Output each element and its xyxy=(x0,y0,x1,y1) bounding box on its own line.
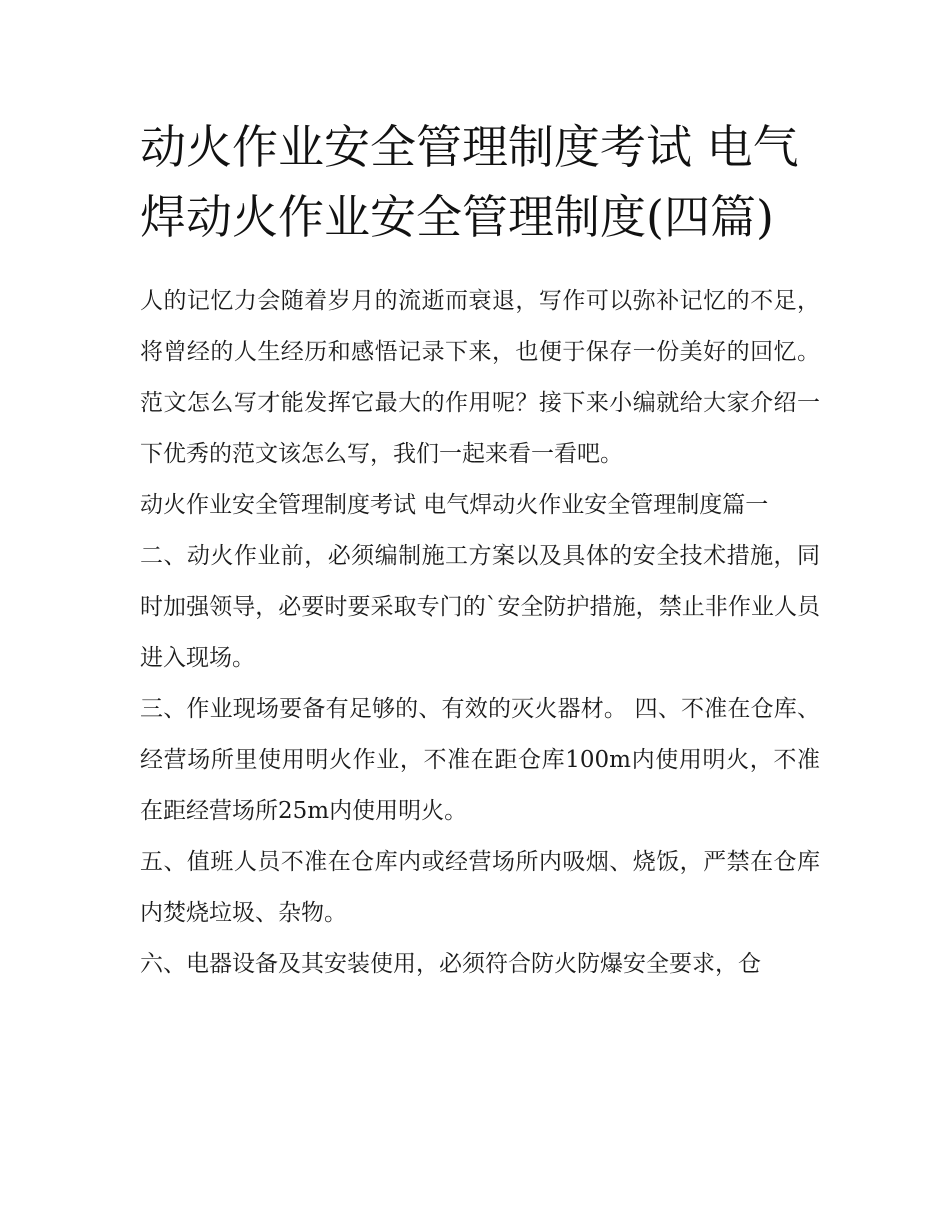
section-heading: 动火作业安全管理制度考试 电气焊动火作业安全管理制度篇一 xyxy=(140,492,769,518)
paragraph-item-2: 二、动火作业前，必须编制施工方案以及具体的安全技术措施，同时加强领导，必要时要采取专门的`安全防护措施，禁止非作业人员进入现场。 xyxy=(140,543,820,671)
document-body xyxy=(140,276,820,990)
document-page xyxy=(140,112,820,990)
intro-paragraph: 人的记忆力会随着岁月的流逝而衰退，写作可以弥补记忆的不足，将曾经的人生经历和感悟记录下来，也便于保存一份美好的回忆。范文怎么写才能发挥它最大的作用呢？接下来小编就给大家介绍一下优秀的范文该怎么写，我们一起来看一看吧。 xyxy=(140,288,820,467)
paragraph-item-3-4: 三、作业现场要备有足够的、有效的灭火器材。 四、不准在仓库、经营场所里使用明火作业，不准在距仓库100m内使用明火，不准在距经营场所25m内使用明火。 xyxy=(140,696,820,824)
paragraph-item-5: 五、值班人员不准在仓库内或经营场所内吸烟、烧饭，严禁在仓库内焚烧垃圾、杂物。 xyxy=(140,849,820,926)
document-title: 动火作业安全管理制度考试 电气焊动火作业安全管理制度(四篇) xyxy=(140,120,799,244)
paragraph-item-6: 六、电器设备及其安装使用，必须符合防火防爆安全要求，仓 xyxy=(140,951,761,977)
